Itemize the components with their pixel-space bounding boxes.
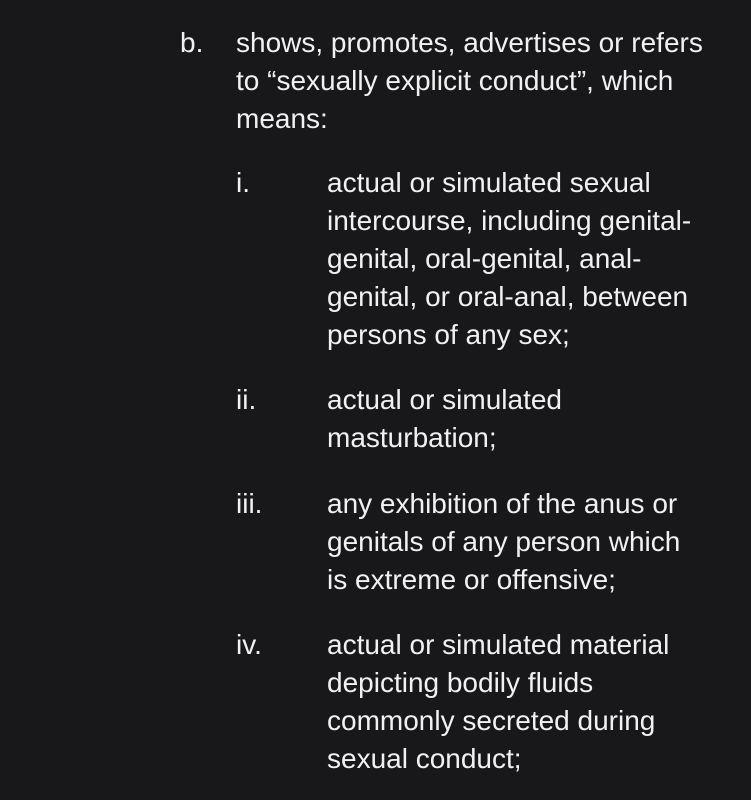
subitem-line: actual or simulated <box>327 384 563 415</box>
clause-text <box>236 24 736 138</box>
subitem-text <box>327 164 727 354</box>
clause-line: shows, promotes, advertises or refers <box>236 27 703 58</box>
subitem-line: sexual conduct; <box>327 743 522 774</box>
subitem-line: depicting bodily fluids <box>327 667 594 698</box>
subitem-line: genital, oral-genital, anal- <box>327 243 642 274</box>
subitem-marker: i. <box>236 167 250 198</box>
subitem-text <box>327 381 727 457</box>
subitem-line: any exhibition of the anus or <box>327 488 678 519</box>
subitem-marker: iv. <box>236 629 262 660</box>
clause-line: to “sexually explicit conduct”, which <box>236 65 674 96</box>
subitem-line: genitals of any person which <box>327 526 681 557</box>
subitem-line: intercourse, including genital- <box>327 205 692 236</box>
clause-line: means: <box>236 103 328 134</box>
subitem-line: actual or simulated sexual <box>327 167 651 198</box>
clause-marker: b. <box>180 27 204 58</box>
subitem-line: genital, or oral-anal, between <box>327 281 689 312</box>
subitem-marker: iii. <box>236 488 263 519</box>
subitem-text <box>327 626 727 778</box>
subitem-line: actual or simulated material <box>327 629 670 660</box>
subitem-line: is extreme or offensive; <box>327 564 616 595</box>
subitem-text <box>327 485 727 599</box>
subitem-marker: ii. <box>236 384 257 415</box>
subitem-line: masturbation; <box>327 422 497 453</box>
subitem-line: persons of any sex; <box>327 319 570 350</box>
subitem-line: commonly secreted during <box>327 705 656 736</box>
